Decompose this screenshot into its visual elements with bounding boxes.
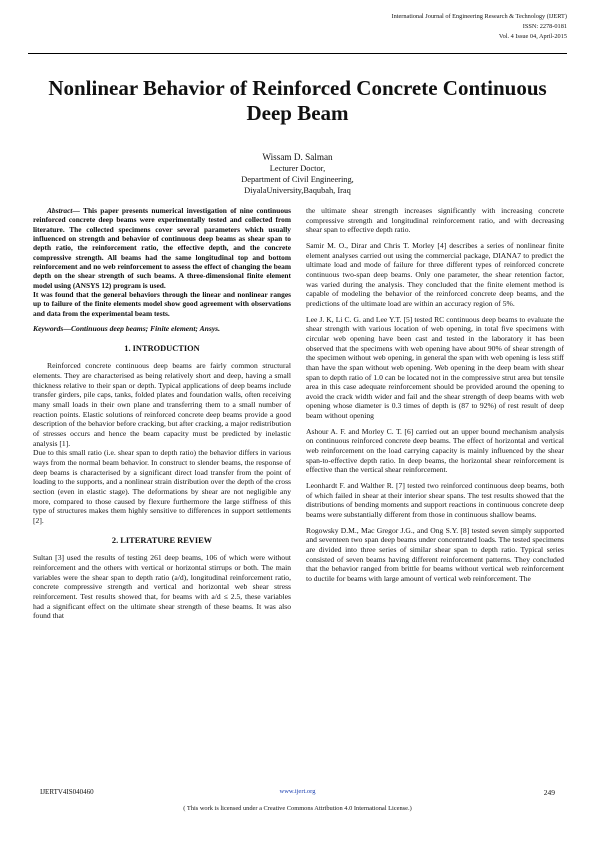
intro-paragraph-2: Due to this small ratio (i.e. shear span to depth ratio) the behavior differs in various ways from the normal beam behavior. In construct to slender beams, the response of deep beams is characterised by a significant direct load transfer from the point of loading to the supports, and a nonlinear strain distribution over the depth of the cross section (even in elastic stage). The deformations by shear are not negligible any more, compared to those caused by flexure furthermore the large stiffness of this type of structures makes them highly sensitive to differences in support settlements [2]. (33, 448, 291, 525)
section-heading-introduction: 1. INTRODUCTION (124, 343, 200, 353)
left-column (33, 206, 291, 621)
journal-name: International Journal of Engineering Research & Technology (IJERT) (391, 13, 567, 20)
author-block (0, 152, 595, 196)
keywords: Keywords—Continuous deep beams; Finite element; Ansys. (33, 324, 221, 334)
journal-header (392, 12, 568, 42)
abstract (33, 206, 291, 290)
author-name: Wissam D. Salman (262, 152, 333, 162)
page-number: 249 (543, 788, 555, 797)
literature-paragraph-1: Sultan [3] used the results of testing 261 deep beams, 106 of which were without reinforcement and the others with vertical or horizontal stirrups or both. The main variables were the shear span to depth ratio (a/d), longitudinal reinforcement ratio, concrete compressive strength and vertical and horizontal web shear stress reinforcement. Test results showed that, for beams with a/d ≤ 2.5, these variables had a significant effect on the ultimate shear strength of these beams. It was also found that (33, 553, 291, 621)
paper-id: IJERTV4IS040460 (40, 788, 94, 796)
literature-paragraph-ashour: Ashour A. F. and Morley C. T. [6] carried out an upper bound mechanism analysis on continuous reinforced concrete deep beams. The effect of horizontal and vertical web reinforcement on the load carrying capacity is mainly influenced by the shear span-to-effective depth ratio. In deep beams, the horizontal shear reinforcement is effective than the vertical shear reinforcement. (306, 426, 564, 475)
site-link[interactable]: www.ijert.org (279, 788, 316, 795)
author-affiliation: DiyalaUniversity,Baqubah, Iraq (244, 186, 351, 195)
right-column (306, 206, 564, 584)
literature-paragraph-continued: the ultimate shear strength increases significantly with increasing concrete compressive strength and longitudinal reinforcement ratio, and with decreasing shear span to effective depth ratio. (306, 206, 564, 235)
intro-paragraph-1: Reinforced concrete continuous deep beams are fairly common structural elements. They are characterised as being relatively short and deep, having a small thickness relative to their span or depth. Typical applications of deep beams include transfer girders, pile caps, tanks, folded plates and foundation walls, often receiving many small loads in their own plane and transferring them to a small number of reaction points. Elastic solutions of reinforced concrete deep beams provide a good description of the behavior before cracking, but after cracking, a major redistribution of stresses occurs and hence the beam capacity must be predicted by inelastic analysis [1]. (33, 361, 291, 448)
license-note: ( This work is licensed under a Creative Commons Attribution 4.0 International License.) (183, 805, 412, 812)
paper-title: Nonlinear Behavior of Reinforced Concrete Continuous Deep Beam (48, 76, 547, 125)
abstract-label: Abstract— (47, 206, 80, 215)
literature-paragraph-lee: Lee J. K, Li C. G. and Lee Y.T. [5] tested RC continuous deep beams to evaluate the shear strength with various location of web opening, in total five specimens with circular web opening have been cast and tested in the laboratory it has been observed that the specimens with web opening have about 90% of shear strength of the specimen without web opening, in general the span with web opening is less stiff than have the span without web opening. Web opening in the deep beam with shear span to depth ratio of 1.0 can be located not in the compressive strut area but tensile area in this case adequate reinforcement should be provided around the opening to avoid the crack width wider and fail and the shear strength of deep beams with web opening whose diameter is 0.3 times of depth is (87 to 92%) of rest result of deep beam without opening (306, 314, 564, 421)
author-department: Department of Civil Engineering, (241, 175, 354, 184)
volume-issue: Vol. 4 Issue 04, April-2015 (498, 33, 567, 40)
issn: ISSN: 2278-0181 (522, 23, 567, 30)
literature-paragraph-leonhardt: Leonhardt F. and Walther R. [7] tested two reinforced continuous deep beams, both of which failed in shear at their interior shear spans. The test results showed that the distributions of bending moments and support reactions in continuous concrete deep beams were substantially different from those in continuous shallow beams. (306, 481, 564, 520)
abstract-conclusion: It was found that the general behaviors through the linear and nonlinear ranges up to failure of the finite elements model show good agreement with observations and data from the experimental beam tests. (33, 290, 291, 318)
author-position: Lecturer Doctor, (269, 164, 326, 173)
section-heading-literature: 2. LITERATURE REVIEW (111, 535, 213, 545)
literature-paragraph-rogowsky: Rogowsky D.M., Mac Gregor J.G., and Ong S.Y. [8] tested seven simply supported and seventeen two span deep beams under concentrated loads. The tested specimens are divided into three series of similar shear span to depth ratio. Typical series consisted of seven beams having different reinforcement patterns. They concluded that the behavior ranged from brittle for beams without vertical web reinforcement to ductile for beams with large amount of vertical web reinforcement. The (306, 525, 564, 583)
header-rule (28, 53, 567, 54)
literature-paragraph-samir: Samir M. O., Dirar and Chris T. Morley [4] describes a series of nonlinear finite element analyses carried out using the commercial package, DIANA7 to predict the ultimate load and mode of failure for three different types of reinforced concrete continuous two-span deep beams. Only one parameter, the shear retention factor, was varied during the analysis. They concluded that the finite element method is capable of modeling the behavior of the reinforced concrete deep beams, and the predictions of the ultimate load are within an accuracy region of 5%. (306, 240, 564, 308)
abstract-text: This paper presents numerical investigation of nine continuous reinforced concrete deep beams were experimentally tested and collected from literature. The collected specimens cover several parameters which usually influenced on strength and behavior of continuous deep beams as shear span to depth ratio, the reinforcement ratio, the effective depth, and the concrete compressive strength. All beams had the same longitudinal top and bottom reinforcement and no web reinforcement to assess the effect of changing the beam depth on the shear strength of such beams. A three-dimensional finite element model using (ANSYS 12) program is used. (33, 206, 291, 290)
